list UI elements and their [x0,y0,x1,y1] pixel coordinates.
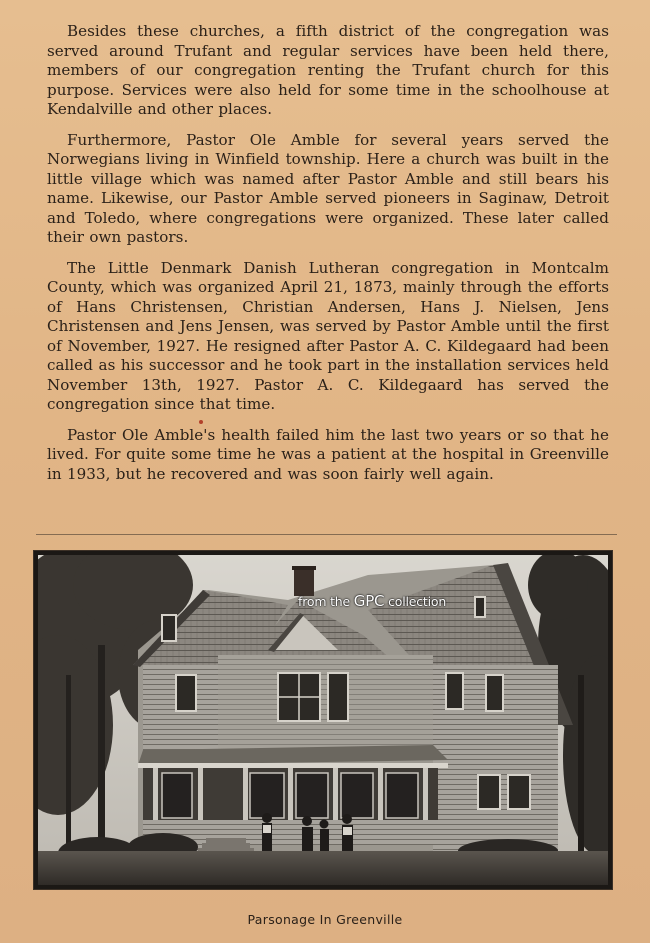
paragraph-4: Pastor Ole Amble's health failed him the last two years or so that he lived. For quite some time he was a patient at the hospital in Greenville in 1933, but he recovered and was soon fairly well again. [47,425,609,483]
paragraph-1: Besides these churches, a fifth district of the congregation was served around Trufant and regular services have been held there, members of our congregation renting the Trufant church for this purpose. Services were also held for some time in the schoolhouse at Kendalville and other places. [47,22,609,118]
watermark-suffix: collection [384,594,447,609]
section-divider [36,534,617,535]
ink-speck [199,420,203,424]
paragraph-2: Furthermore, Pastor Ole Amble for several years served the Norwegians living in Winfield township. Here a church was built in the little village which was named after Pastor Amble and still bears his name. Likewise, our Pastor Amble served pioneers in Saginaw, Detroit and Toledo, where congregations were organized. These later called their own pastors. [47,130,609,246]
watermark-prefix: from the [298,594,354,609]
body-text [47,22,609,495]
photo-caption: Parsonage In Greenville [247,912,403,927]
paragraph-3: The Little Denmark Danish Lutheran congregation in Montcalm County, which was organized April 21, 1873, mainly through the efforts of Hans Christensen, Christian Andersen, Hans J. Nielsen, Jens Christensen and Jens Jensen, was served by Pastor Amble until the first of November, 1927. He resigned after Pastor A. C. Kildegaard had been called as his successor and he took part in the installation services held November 13th, 1927. Pastor A. C. Kildegaard has served the congregation since that time. [47,258,609,413]
watermark-mark: GPC [353,592,385,610]
collection-watermark [298,592,446,610]
